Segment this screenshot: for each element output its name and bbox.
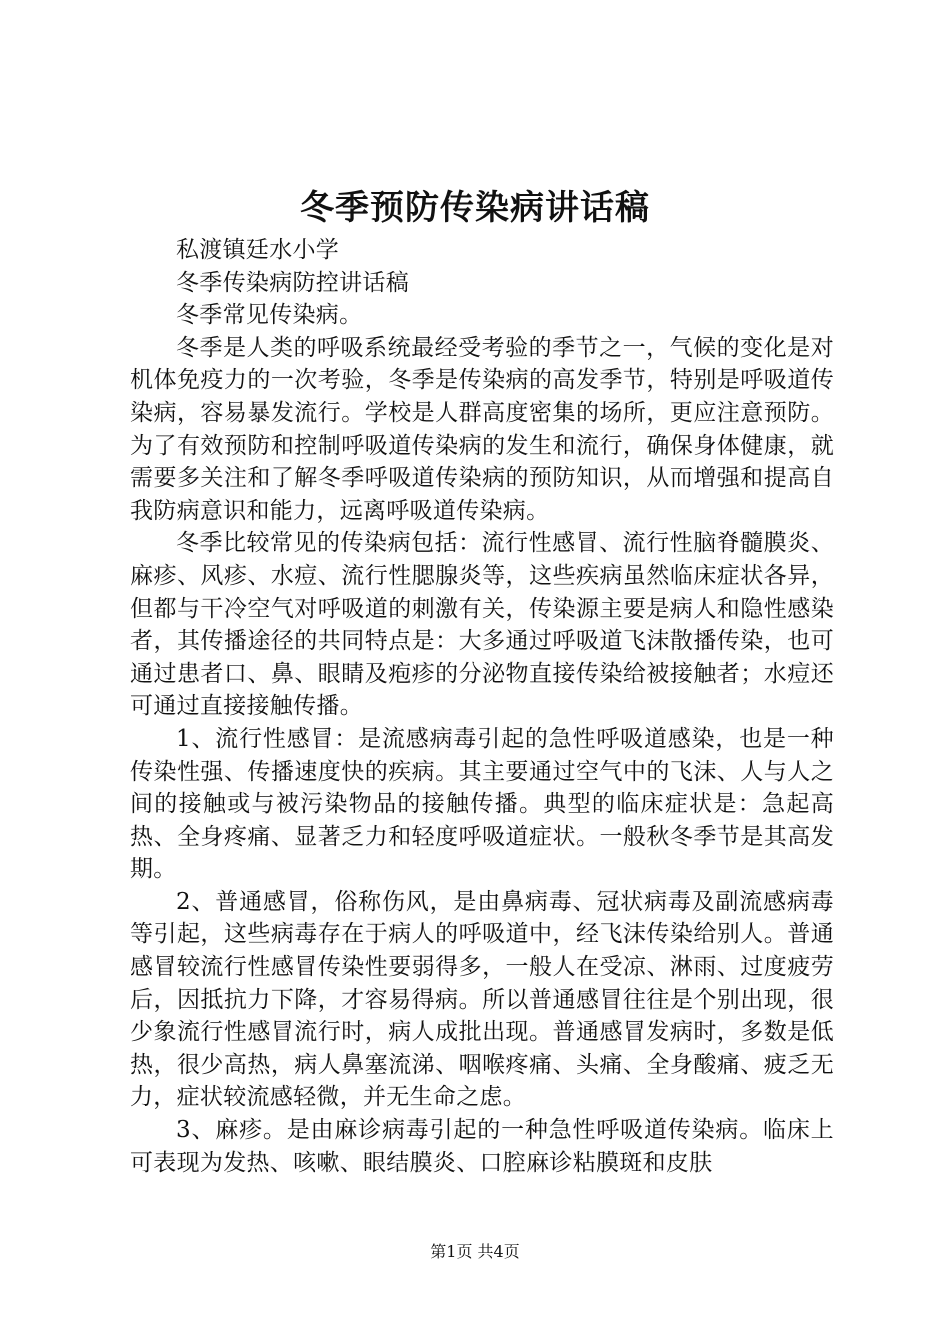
- document-body: [130, 234, 834, 1179]
- body-paragraph: 冬季比较常见的传染病包括：流行性感冒、流行性脑脊髓膜炎、麻疹、风疹、水痘、流行性腮腺炎等，这些疾病虽然临床症状各异，但都与干冷空气对呼吸道的刺激有关，传染源主要是病人和隐性感染者，其传播途径的共同特点是：大多通过呼吸道飞沫散播传染，也可通过患者口、鼻、眼睛及疱疹的分泌物直接传染给被接触者；水痘还可通过直接接触传播。: [130, 530, 834, 720]
- section-heading-line: 冬季常见传染病。: [176, 302, 363, 329]
- body-paragraph: 冬季是人类的呼吸系统最经受考验的季节之一，气候的变化是对机体免疫力的一次考验，冬季是传染病的高发季节，特别是呼吸道传染病，容易暴发流行。学校是人群高度密集的场所，更应注意预防。为了有效预防和控制呼吸道传染病的发生和流行，确保身体健康，就需要多关注和了解冬季呼吸道传染病的预防知识，从而增强和提高自我防病意识和能力，远离呼吸道传染病。: [130, 334, 834, 524]
- body-paragraph: 3、麻疹。是由麻诊病毒引起的一种急性呼吸道传染病。临床上可表现为发热、咳嗽、眼结膜炎、口腔麻诊粘膜斑和皮肤: [130, 1117, 834, 1176]
- body-paragraph: 2、普通感冒，俗称伤风，是由鼻病毒、冠状病毒及副流感病毒等引起，这些病毒存在于病人的呼吸道中，经飞沫传染给别人。普通感冒较流行性感冒传染性要弱得多，一般人在受凉、淋雨、过度疲劳后，因抵抗力下降，才容易得病。所以普通感冒往往是个别出现，很少象流行性感冒流行时，病人成批出现。普通感冒发病时，多数是低热，很少高热，病人鼻塞流涕、咽喉疼痛、头痛、全身酸痛、疲乏无力，症状较流感轻微，并无生命之虑。: [130, 888, 834, 1111]
- school-name-line: 私渡镇廷水小学: [176, 237, 340, 263]
- page-number-footer: 第1页 共4页: [430, 1242, 520, 1261]
- body-paragraph: 1、流行性感冒：是流感病毒引起的急性呼吸道感染，也是一种传染性强、传播速度快的疾病。其主要通过空气中的飞沫、人与人之间的接触或与被污染物品的接触传播。典型的临床症状是：急起高热、全身疼痛、显著乏力和轻度呼吸道症状。一般秋冬季节是其高发期。: [130, 725, 834, 883]
- subtitle-line: 冬季传染病防控讲话稿: [176, 269, 409, 296]
- document-title: 冬季预防传染病讲话稿: [300, 188, 650, 228]
